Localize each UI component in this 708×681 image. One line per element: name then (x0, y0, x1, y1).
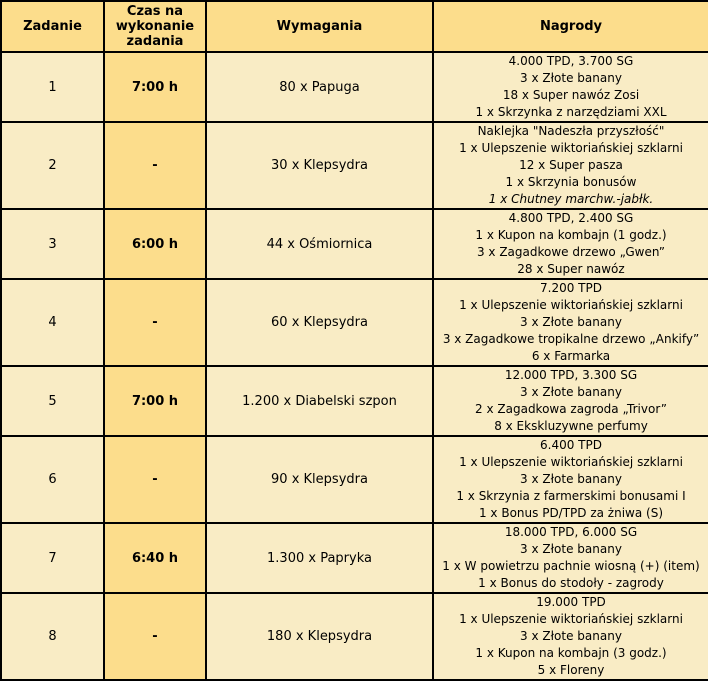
rewards-cell (433, 52, 708, 122)
reward-line: 6.400 TPD (540, 438, 602, 452)
reward-line: Naklejka "Nadeszła przyszłość" (477, 124, 665, 138)
reward-line: 1 x Skrzynia bonusów (505, 175, 637, 189)
time-cell: - (104, 436, 206, 523)
task-cell: 8 (1, 593, 104, 680)
reward-line: 28 x Super nawóz (517, 262, 625, 276)
task-cell: 1 (1, 52, 104, 122)
table-row (1, 209, 708, 279)
reward-line: 5 x Floreny (537, 663, 605, 677)
reward-line: 3 x Złote banany (520, 385, 622, 399)
time-cell: - (104, 279, 206, 366)
reward-line: 1 x Ulepszenie wiktoriańskiej szklarni (459, 298, 683, 312)
reward-line: 12.000 TPD, 3.300 SG (504, 368, 638, 382)
table-row (1, 593, 708, 680)
reward-line: 6 x Farmarka (531, 349, 611, 363)
reward-line: 3 x Złote banany (520, 315, 622, 329)
reward-line: 1 x Bonus do stodoły - zagrody (478, 576, 664, 590)
reward-line: 19.000 TPD (536, 595, 606, 609)
table-row (1, 52, 708, 122)
reward-line: 3 x Złote banany (520, 472, 622, 486)
time-cell: - (104, 593, 206, 680)
reward-line: 4.800 TPD, 2.400 SG (508, 211, 634, 225)
requirement-cell: 80 x Papuga (206, 52, 433, 122)
rewards-cell (433, 593, 708, 680)
reward-line: 1 x Kupon na kombajn (3 godz.) (475, 646, 667, 660)
reward-line: 3 x Złote banany (520, 629, 622, 643)
task-cell: 7 (1, 523, 104, 593)
header-wymagania: Wymagania (206, 1, 433, 52)
reward-line: 1 x Ulepszenie wiktoriańskiej szklarni (459, 612, 683, 626)
time-cell: - (104, 122, 206, 209)
reward-line: 3 x Złote banany (520, 542, 622, 556)
header-row (1, 1, 708, 52)
table-row (1, 279, 708, 366)
reward-line: 1 x Skrzynka z narzędziami XXL (475, 105, 667, 119)
rewards-cell (433, 279, 708, 366)
requirement-cell: 60 x Klepsydra (206, 279, 433, 366)
reward-line: 3 x Złote banany (520, 71, 622, 85)
requirement-cell: 1.300 x Papryka (206, 523, 433, 593)
reward-line: 1 x Skrzynia z farmerskimi bonusami I (456, 489, 686, 503)
reward-line: 2 x Zagadkowa zagroda „Trivor” (475, 402, 667, 416)
reward-line: 1 x Chutney marchw.-jabłk. (488, 192, 654, 206)
rewards-cell (433, 209, 708, 279)
reward-line: 1 x Bonus PD/TPD za żniwa (S) (478, 506, 664, 520)
reward-line: 12 x Super pasza (519, 158, 623, 172)
requirement-cell: 180 x Klepsydra (206, 593, 433, 680)
requirement-cell: 44 x Ośmiornica (206, 209, 433, 279)
reward-line: 1 x Kupon na kombajn (1 godz.) (475, 228, 667, 242)
requirement-cell: 90 x Klepsydra (206, 436, 433, 523)
task-cell: 4 (1, 279, 104, 366)
header-zadanie: Zadanie (1, 1, 104, 52)
header-czas: Czas na wykonanie zadania (104, 1, 206, 52)
reward-line: 3 x Zagadkowe tropikalne drzewo „Ankify” (442, 332, 700, 346)
requirement-cell: 30 x Klepsydra (206, 122, 433, 209)
reward-line: 8 x Ekskluzywne perfumy (494, 419, 648, 433)
table-row (1, 366, 708, 436)
rewards-cell (433, 366, 708, 436)
rewards-cell (433, 436, 708, 523)
task-cell: 5 (1, 366, 104, 436)
table-row (1, 436, 708, 523)
task-cell: 3 (1, 209, 104, 279)
reward-line: 4.000 TPD, 3.700 SG (508, 54, 634, 68)
rewards-cell (433, 523, 708, 593)
reward-line: 1 x W powietrzu pachnie wiosną (+) (item) (442, 559, 700, 573)
rewards-cell (433, 122, 708, 209)
table-row (1, 122, 708, 209)
task-cell: 6 (1, 436, 104, 523)
requirement-cell: 1.200 x Diabelski szpon (206, 366, 433, 436)
reward-line: 7.200 TPD (540, 281, 602, 295)
task-cell: 2 (1, 122, 104, 209)
time-cell: 6:00 h (104, 209, 206, 279)
time-cell: 7:00 h (104, 52, 206, 122)
reward-line: 18 x Super nawóz Zosi (502, 88, 640, 102)
reward-line: 3 x Zagadkowe drzewo „Gwen” (476, 245, 666, 259)
reward-line: 1 x Ulepszenie wiktoriańskiej szklarni (459, 141, 683, 155)
reward-line: 1 x Ulepszenie wiktoriańskiej szklarni (459, 455, 683, 469)
table-row (1, 523, 708, 593)
time-cell: 7:00 h (104, 366, 206, 436)
header-nagrody: Nagrody (433, 1, 708, 52)
reward-line: 18.000 TPD, 6.000 SG (504, 525, 638, 539)
time-cell: 6:40 h (104, 523, 206, 593)
